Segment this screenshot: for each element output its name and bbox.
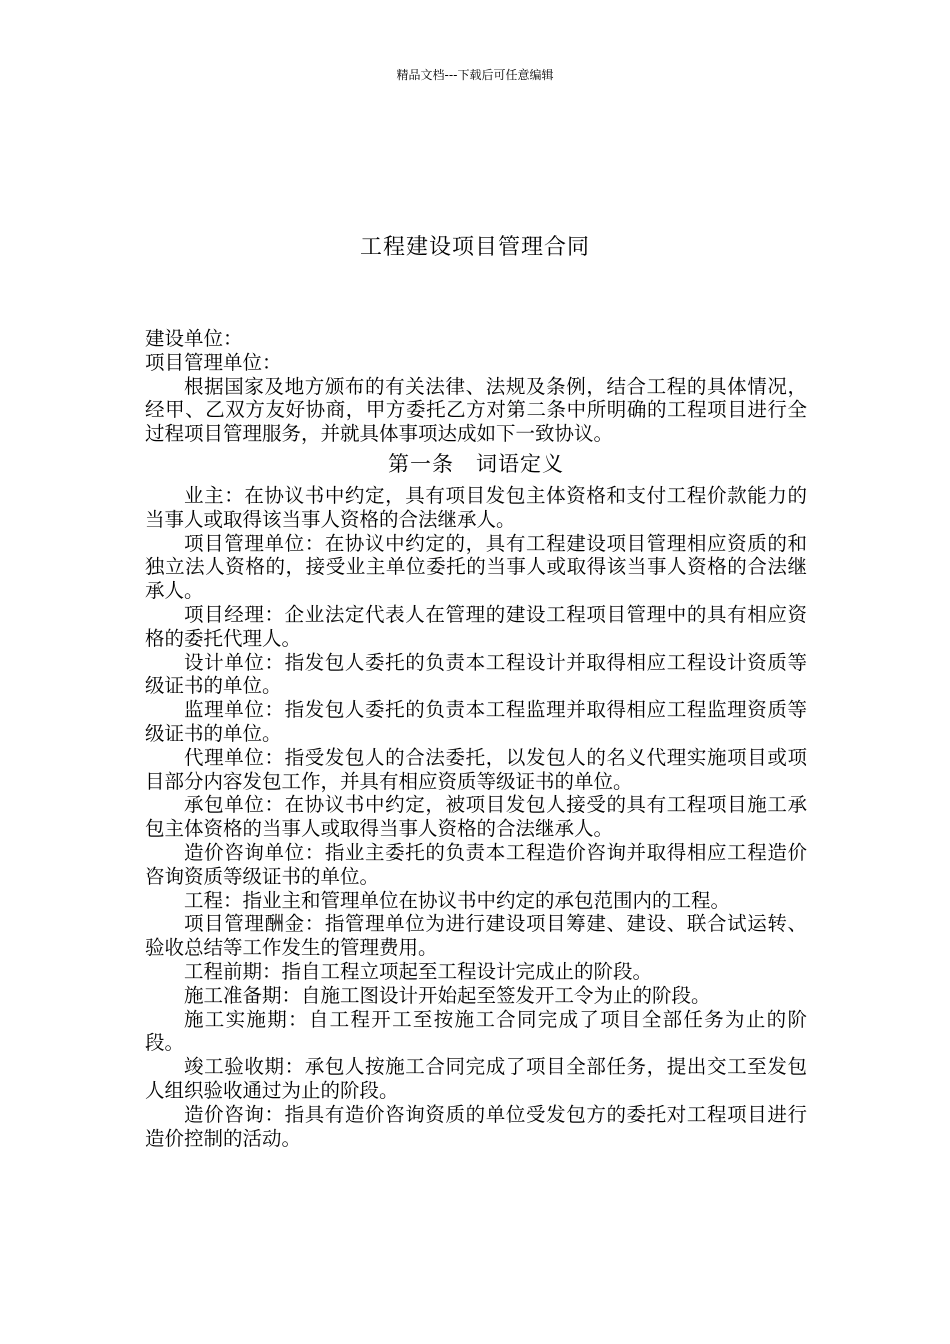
definition-paragraph: 代理单位：指受发包人的合法委托，以发包人的名义代理实施项目或项目部分内容发包工作，并具有相应资质等级证书的单位。 [145,745,807,793]
definition-paragraph: 造价咨询：指具有造价咨询资质的单位受发包方的委托对工程项目进行造价控制的活动。 [145,1102,807,1150]
page-header: 精品文档---下载后可任意编辑 [396,68,554,82]
definition-paragraph: 设计单位：指发包人委托的负责本工程设计并取得相应工程设计资质等级证书的单位。 [145,650,807,698]
definition-paragraph: 造价咨询单位：指业主委托的负责本工程造价咨询并取得相应工程造价咨询资质等级证书的单位。 [145,840,807,888]
definition-paragraph: 项目管理单位：在协议中约定的，具有工程建设项目管理相应资质的和独立法人资格的，接受业主单位委托的当事人或取得该当事人资格的合法继承人。 [145,531,807,603]
definition-paragraph: 业主：在协议书中约定，具有项目发包主体资格和支付工程价款能力的当事人或取得该当事人资格的合法继承人。 [145,483,807,531]
section-title: 第一条 词语定义 [388,451,564,476]
definition-paragraph: 项目经理：企业法定代表人在管理的建设工程项目管理中的具有相应资格的委托代理人。 [145,602,807,650]
definition-paragraph: 竣工验收期：承包人按施工合同完成了项目全部任务，提出交工至发包人组织验收通过为止的阶段。 [145,1055,807,1102]
document-body [145,327,807,1150]
definition-paragraph: 承包单位：在协议书中约定，被项目发包人接受的具有工程项目施工承包主体资格的当事人或取得当事人资格的合法继承人。 [145,793,807,841]
definition-paragraph: 施工实施期：自工程开工至按施工合同完成了项目全部任务为止的阶段。 [145,1007,807,1055]
preamble-paragraph: 根据国家及地方颁布的有关法律、法规及条例，结合工程的具体情况，经甲、乙双方友好协商，甲方委托乙方对第二条中所明确的工程项目进行全过程项目管理服务，并就具体事项达成如下一致协议。 [145,374,807,446]
definition-paragraph: 工程：指业主和管理单位在协议书中约定的承包范围内的工程。 [184,888,731,912]
definition-paragraph: 项目管理酬金：指管理单位为进行建设项目筹建、建设、联合试运转、验收总结等工作发生的管理费用。 [145,912,807,960]
definition-paragraph: 工程前期：指自工程立项起至工程设计完成止的阶段。 [184,959,653,983]
document-title: 工程建设项目管理合同 [359,235,590,260]
definition-paragraph: 施工准备期：自施工图设计开始起至签发开工令为止的阶段。 [184,983,711,1007]
builder-label: 建设单位： [145,327,243,350]
pm-unit-label: 项目管理单位： [145,350,282,374]
definition-paragraph: 监理单位：指发包人委托的负责本工程监理并取得相应工程监理资质等级证书的单位。 [145,698,807,745]
